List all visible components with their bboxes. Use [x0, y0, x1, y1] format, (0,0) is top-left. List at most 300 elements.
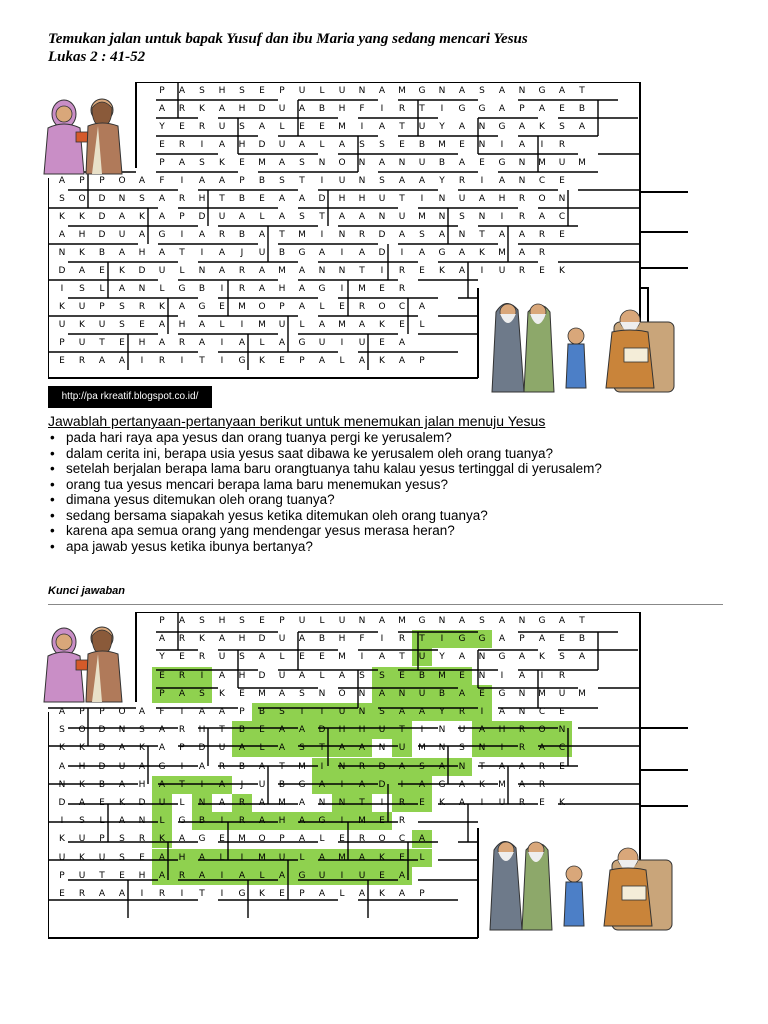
maze-letter: L	[319, 302, 325, 312]
maze-letter: F	[159, 176, 165, 186]
maze-letter: D	[98, 725, 106, 736]
maze-letter: B	[258, 176, 266, 186]
maze-letter: A	[158, 248, 166, 258]
maze-letter: H	[138, 338, 146, 348]
maze-letter: A	[412, 776, 432, 794]
maze-letter: L	[319, 670, 325, 681]
maze-letter: A	[258, 122, 266, 132]
maze-letter: A	[78, 798, 86, 808]
maze-letter: G	[452, 630, 472, 648]
maze-letter: A	[378, 158, 386, 168]
maze-letter: A	[358, 356, 366, 366]
list-item: • orang tua yesus mencari berapa lama baru menemukan yesus?	[48, 477, 602, 493]
list-item: • dalam cerita ini, berapa usia yesus saat dibawa ke yerusalem oleh orang tuanya?	[48, 446, 602, 462]
maze-letter: A	[258, 284, 266, 294]
maze-letter: A	[198, 761, 206, 772]
maze-letter: R	[238, 284, 246, 294]
maze-letter: A	[498, 761, 506, 772]
maze-letter: K	[539, 652, 545, 663]
maze-letter: A	[518, 670, 526, 681]
maze-letter: U	[118, 230, 126, 240]
maze-letter: L	[179, 266, 185, 276]
maze-letter: N	[472, 739, 492, 757]
maze-letter: P	[159, 86, 165, 96]
maze-letter: T	[479, 230, 485, 240]
maze-letter: G	[178, 816, 186, 827]
maze-letter: A	[218, 707, 226, 717]
maze-letter: A	[198, 320, 206, 330]
maze-letter: G	[438, 779, 446, 790]
maze-letter: M	[338, 122, 346, 132]
maze-letter: T	[312, 739, 332, 757]
maze-letter: A	[58, 176, 66, 186]
maze-letter: R	[232, 812, 252, 830]
maze-letter: G	[418, 86, 426, 96]
maze-letter: C	[398, 302, 406, 312]
maze-letter: G	[498, 652, 506, 663]
maze-letter: N	[518, 688, 526, 699]
maze-letter: L	[252, 867, 272, 885]
maze-letter: M	[578, 688, 586, 699]
website-url: http://pa rkreatif.blogspot.co.id/	[48, 386, 212, 408]
maze-letter: E	[559, 104, 565, 114]
maze-letter: S	[272, 703, 292, 721]
maze-letter: S	[199, 616, 205, 626]
maze-letter: A	[498, 230, 506, 240]
maze-letter: R	[358, 302, 366, 312]
maze-letter: M	[438, 140, 446, 150]
maze-letter: T	[579, 86, 585, 96]
maze-letter: A	[498, 707, 506, 717]
jesus-teachers-illustration	[488, 292, 684, 396]
maze-letter: O	[338, 158, 346, 168]
maze-letter: S	[119, 852, 125, 863]
maze-letter: K	[59, 302, 65, 312]
maze-letter: N	[392, 685, 412, 703]
maze-letter: R	[178, 140, 186, 150]
maze-letter: N	[518, 86, 526, 96]
maze-letter: F	[359, 634, 365, 645]
maze-letter: E	[239, 688, 245, 699]
maze-letter: C	[558, 212, 566, 222]
maze-letter: D	[258, 634, 266, 645]
maze-letter: H	[352, 721, 372, 739]
maze-letter: K	[79, 212, 85, 222]
maze-letter: A	[338, 670, 346, 681]
maze-letter: P	[419, 356, 425, 366]
maze-letter: A	[418, 176, 426, 186]
maze-letter: Y	[159, 652, 165, 663]
maze-letter: S	[359, 140, 365, 150]
maze-letter: N	[358, 176, 366, 186]
maze-letter: A	[252, 812, 272, 830]
maze-letter: M	[338, 652, 346, 663]
maze-letter: B	[432, 685, 452, 703]
maze-letter: S	[559, 122, 565, 132]
mary-joseph-illustration	[40, 92, 132, 178]
maze-letter: K	[379, 320, 385, 330]
maze-letter: A	[318, 889, 326, 899]
maze-letter: D	[318, 194, 326, 204]
maze-letter: P	[152, 685, 172, 703]
maze-letter: U	[498, 798, 506, 808]
maze-letter: E	[379, 284, 385, 294]
maze-letter: A	[198, 338, 206, 348]
maze-letter: A	[272, 867, 292, 885]
maze-letter: H	[178, 320, 186, 330]
maze-letter: A	[192, 849, 212, 867]
maze-letter: A	[238, 212, 246, 222]
maze-letter: T	[292, 703, 312, 721]
maze-letter: I	[212, 867, 232, 885]
jesus-teachers-illustration-key	[486, 830, 682, 934]
maze-letter: G	[292, 867, 312, 885]
maze-letter: A	[218, 248, 226, 258]
maze-letter: P	[279, 616, 285, 626]
maze-letter: N	[518, 707, 526, 717]
maze-letter: K	[219, 688, 225, 699]
maze-letter: A	[412, 703, 432, 721]
maze-letter: T	[219, 725, 225, 736]
maze-letter: K	[79, 779, 85, 790]
maze-letter: N	[558, 194, 566, 204]
maze-letter: D	[378, 248, 386, 258]
maze-letter: T	[172, 776, 192, 794]
maze-letter: E	[459, 140, 465, 150]
maze-letter: A	[458, 266, 466, 276]
maze-letter: B	[98, 779, 106, 790]
maze-letter: M	[258, 158, 266, 168]
maze-letter: A	[158, 212, 166, 222]
maze-letter: I	[480, 266, 484, 276]
maze-letter: S	[379, 176, 385, 186]
maze-letter: A	[192, 867, 212, 885]
maze-letter: S	[119, 320, 125, 330]
maze-letter: L	[412, 849, 432, 867]
title-line-2: Lukas 2 : 41-52	[48, 49, 146, 65]
maze-letter: N	[438, 616, 446, 626]
maze-letter: P	[159, 616, 165, 626]
maze-letter: I	[180, 889, 184, 899]
maze-letter: N	[478, 670, 486, 681]
maze-letter: A	[118, 284, 126, 294]
maze-letter: A	[178, 616, 186, 626]
maze-letter: A	[458, 779, 466, 790]
maze-letter: M	[578, 158, 586, 168]
maze-letter: I	[240, 320, 244, 330]
maze-letter: B	[278, 779, 286, 790]
maze-letter: S	[372, 667, 392, 685]
maze-letter: A	[392, 703, 412, 721]
maze-letter: M	[258, 320, 266, 330]
maze-letter: U	[392, 739, 412, 757]
maze-letter: S	[239, 652, 245, 663]
maze-letter: A	[458, 248, 466, 258]
maze-letter: A	[358, 248, 366, 258]
maze-letter: H	[338, 634, 346, 645]
maze-letter: N	[398, 158, 406, 168]
maze-letter: A	[272, 739, 292, 757]
maze-letter: O	[78, 725, 86, 736]
maze-letter: P	[59, 870, 65, 881]
maze-letter: K	[259, 889, 265, 899]
maze-letter: A	[118, 212, 126, 222]
maze-letter: M	[398, 86, 406, 96]
maze-letter: A	[458, 652, 466, 663]
maze-letter: N	[438, 194, 446, 204]
maze-letter: S	[199, 158, 205, 168]
maze-letter: E	[279, 356, 285, 366]
maze-letter: H	[238, 670, 246, 681]
maze-letter: U	[558, 688, 566, 699]
maze-letter: T	[299, 176, 305, 186]
maze-letter: I	[60, 284, 64, 294]
maze-letter: A	[498, 86, 506, 96]
maze-letter: N	[118, 194, 126, 204]
maze-letter: L	[299, 320, 305, 330]
maze-letter: K	[199, 634, 205, 645]
maze-letter: A	[338, 140, 346, 150]
maze-letter: U	[78, 338, 86, 348]
maze-letter: G	[318, 284, 326, 294]
maze-letter: M	[258, 688, 266, 699]
maze-letter: M	[278, 266, 286, 276]
maze-letter: G	[438, 248, 446, 258]
maze-letter: R	[78, 889, 86, 899]
maze-letter: R	[398, 816, 406, 827]
maze-letter: R	[138, 834, 146, 845]
maze-letter: A	[518, 122, 526, 132]
maze-letter: N	[552, 721, 572, 739]
maze-letter: B	[192, 812, 212, 830]
maze-letter: N	[198, 266, 206, 276]
maze-letter: U	[298, 616, 306, 626]
maze-letter: A	[152, 849, 172, 867]
maze-letter: U	[58, 852, 66, 863]
maze-letter: K	[59, 743, 65, 754]
maze-letter: A	[378, 122, 386, 132]
maze-letter: G	[158, 761, 166, 772]
maze-letter: G	[478, 104, 486, 114]
list-item: • setelah berjalan berapa lama baru orangtuanya tahu kalau yesus tertinggal di yerusalem?	[48, 461, 602, 477]
maze-letter: S	[239, 86, 245, 96]
maze-letter: A	[352, 739, 372, 757]
maze-letter: K	[479, 779, 485, 790]
maze-letter: A	[298, 140, 306, 150]
maze-letter: I	[440, 104, 444, 114]
maze-letter: I	[140, 889, 144, 899]
maze-letter: E	[259, 194, 265, 204]
maze-letter: I	[492, 739, 512, 757]
maze-letter: E	[59, 889, 65, 899]
maze-letter: H	[278, 284, 286, 294]
maze-letter: S	[239, 122, 245, 132]
maze-letter: U	[418, 158, 426, 168]
maze-letter: P	[179, 743, 185, 754]
maze-letter: Y	[439, 122, 445, 132]
maze-letter: L	[152, 812, 172, 830]
maze-letter: A	[118, 248, 126, 258]
maze-letter: N	[338, 230, 346, 240]
maze-letter: B	[578, 104, 586, 114]
maze-letter: I	[320, 230, 324, 240]
maze-letter: E	[339, 834, 345, 845]
maze-letter: B	[412, 667, 432, 685]
maze-letter: N	[458, 230, 466, 240]
maze-letter: U	[152, 794, 172, 812]
maze-letter: B	[318, 634, 326, 645]
maze-letter: I	[380, 798, 384, 808]
maze-letter: R	[392, 794, 412, 812]
maze-letter: A	[98, 889, 106, 899]
maze-letter: I	[480, 798, 484, 808]
maze-letter: K	[159, 302, 165, 312]
maze-letter: D	[98, 743, 106, 754]
maze-letter: I	[332, 776, 352, 794]
maze-letter: R	[238, 266, 246, 276]
maze-letter: A	[398, 889, 406, 899]
maze-letter: E	[239, 158, 245, 168]
maze-letter: U	[272, 849, 292, 867]
maze-letter: U	[98, 852, 106, 863]
list-item: • pada hari raya apa yesus dan orang tuanya pergi ke yerusalem?	[48, 430, 602, 446]
maze-letter: R	[512, 739, 532, 757]
maze-letter: A	[218, 798, 226, 808]
maze-letter: A	[432, 758, 452, 776]
maze-letter: D	[98, 212, 106, 222]
maze-letter: T	[199, 356, 205, 366]
maze-letter: D	[58, 266, 66, 276]
maze-letter: A	[558, 86, 566, 96]
maze-letter: A	[392, 867, 412, 885]
maze-letter: N	[438, 212, 446, 222]
maze-letter: A	[298, 266, 306, 276]
maze-letter: A	[298, 284, 306, 294]
maze-letter: H	[218, 616, 226, 626]
maze-letter: N	[358, 616, 366, 626]
maze-letter: N	[58, 248, 66, 258]
maze-letter: T	[392, 721, 412, 739]
maze-letter: A	[358, 212, 366, 222]
maze-letter: L	[259, 338, 265, 348]
maze-letter: A	[298, 104, 306, 114]
maze-letter: P	[299, 889, 305, 899]
maze-letter: A	[358, 889, 366, 899]
maze-letter: B	[98, 248, 106, 258]
maze-letter: K	[139, 743, 145, 754]
maze-letter: I	[180, 356, 184, 366]
maze-letter: I	[420, 725, 424, 736]
maze-letter: E	[412, 794, 432, 812]
maze-letter: A	[318, 248, 326, 258]
maze-letter: N	[438, 743, 446, 754]
maze-letter: M	[298, 761, 306, 772]
maze-letter: A	[218, 140, 226, 150]
maze-letter: P	[99, 176, 105, 186]
maze-letter: E	[399, 320, 405, 330]
maze-letter: A	[458, 616, 466, 626]
maze-letter: A	[518, 652, 526, 663]
maze-letter: A	[258, 761, 266, 772]
maze-letter: A	[518, 230, 526, 240]
maze-letter: M	[538, 688, 546, 699]
maze-letter: S	[299, 212, 305, 222]
maze-letter: B	[252, 703, 272, 721]
maze-letter: I	[472, 703, 492, 721]
maze-letter: A	[58, 707, 66, 717]
maze-letter: L	[219, 320, 225, 330]
maze-letter: M	[398, 616, 406, 626]
maze-letter: A	[232, 739, 252, 757]
maze-letter: E	[299, 122, 305, 132]
maze-letter: J	[240, 248, 244, 258]
maze-letter: A	[232, 867, 252, 885]
maze-letter: R	[518, 212, 526, 222]
maze-letter: R	[138, 302, 146, 312]
maze-letter: A	[178, 158, 186, 168]
maze-letter: R	[178, 634, 186, 645]
maze-letter: U	[498, 266, 506, 276]
maze-letter: P	[279, 302, 285, 312]
maze-letter: B	[238, 194, 246, 204]
maze-letter: E	[319, 122, 325, 132]
maze-letter: E	[159, 140, 165, 150]
maze-letter: P	[79, 176, 85, 186]
maze-letter: U	[338, 616, 346, 626]
maze-letter: A	[158, 194, 166, 204]
mary-joseph-illustration-key	[40, 620, 132, 706]
maze-letter: T	[199, 889, 205, 899]
maze-letter: M	[498, 248, 506, 258]
maze-letter: G	[458, 104, 466, 114]
maze-letter: G	[238, 356, 246, 366]
maze-letter: A	[292, 812, 312, 830]
maze-letter: E	[139, 320, 145, 330]
maze-letter: R	[518, 266, 526, 276]
maze-letter: U	[218, 652, 226, 663]
maze-letter: E	[379, 338, 385, 348]
maze-letter: I	[220, 284, 224, 294]
maze-letter: N	[518, 158, 526, 168]
maze-letter: A	[58, 761, 66, 772]
maze-letter: C	[538, 707, 546, 717]
maze-letter: A	[298, 798, 306, 808]
maze-letter: N	[518, 176, 526, 186]
maze-letter: U	[98, 320, 106, 330]
maze-letter: A	[98, 356, 106, 366]
maze-letter: U	[78, 834, 86, 845]
maze-letter: I	[60, 816, 64, 827]
maze-letter: N	[332, 758, 352, 776]
maze-letter: A	[412, 830, 432, 848]
maze-letter: U	[258, 779, 266, 790]
maze-letter: O	[338, 688, 346, 699]
maze-letter: A	[258, 652, 266, 663]
maze-letter: I	[180, 761, 184, 772]
maze-letter: A	[278, 158, 286, 168]
maze-letter: A	[518, 140, 526, 150]
maze-letter: L	[159, 284, 165, 294]
maze-letter: P	[99, 707, 105, 717]
maze-letter: S	[279, 176, 285, 186]
maze-letter: I	[480, 176, 484, 186]
maze-letter: R	[538, 761, 546, 772]
maze-letter: E	[119, 338, 125, 348]
maze-letter: S	[372, 703, 392, 721]
maze-letter: L	[252, 739, 272, 757]
maze-letter: B	[198, 284, 206, 294]
instructions: Jawablah pertanyaan-pertanyaan berikut untuk menemukan jalan menuju Yesus	[48, 413, 546, 429]
